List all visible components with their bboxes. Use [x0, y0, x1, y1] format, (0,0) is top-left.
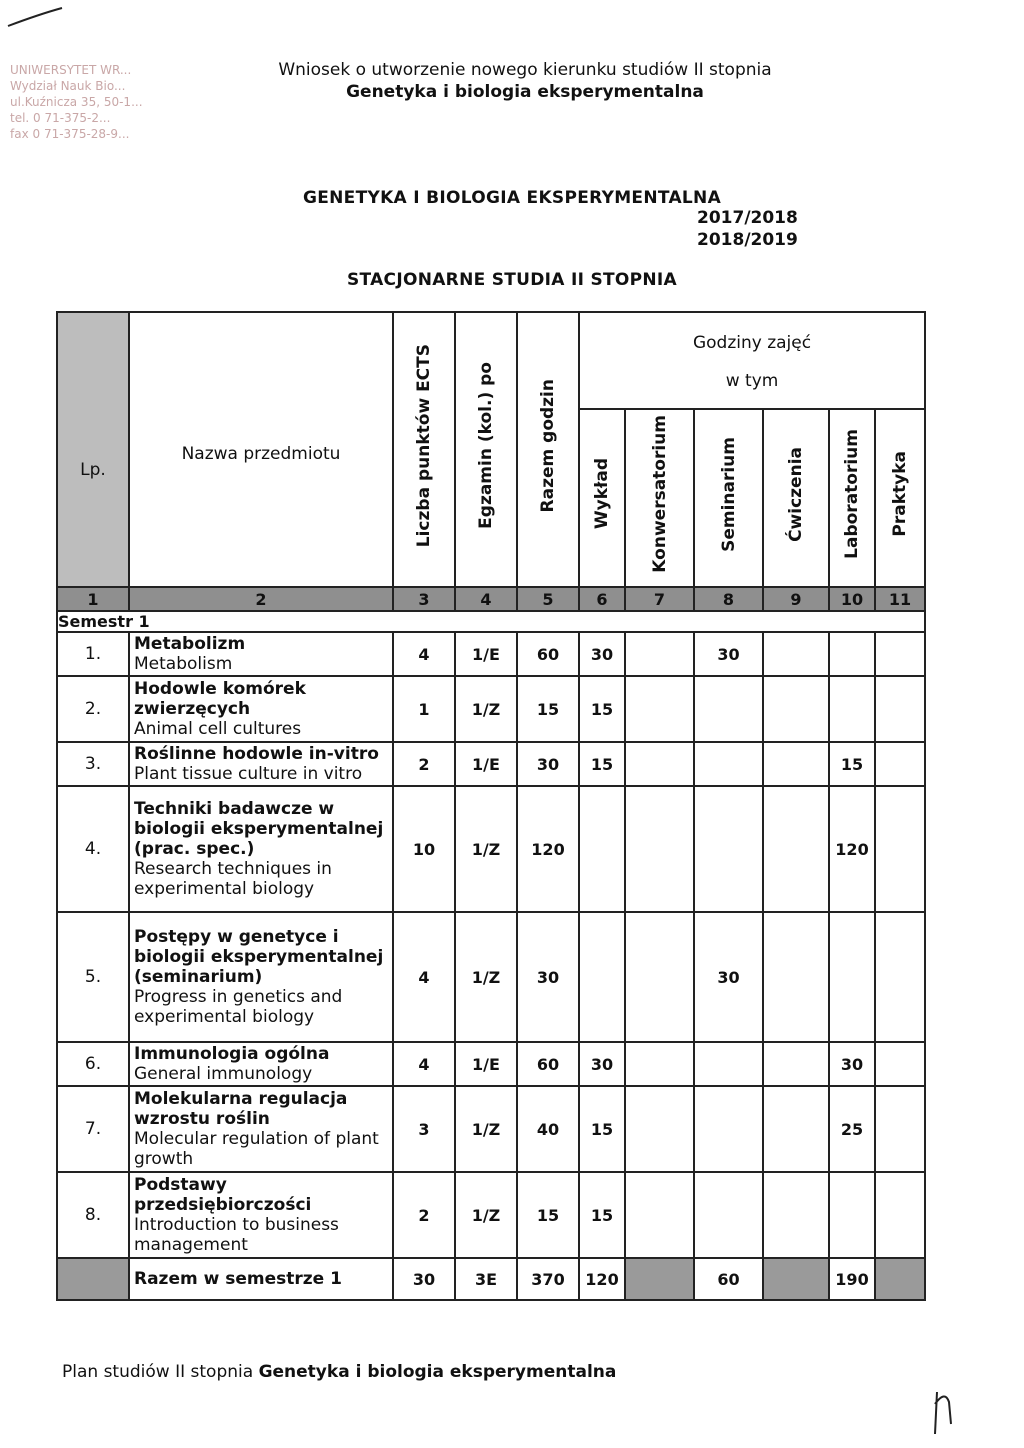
column-number: 3	[393, 587, 455, 611]
column-number: 11	[875, 587, 925, 611]
summary-sem: 60	[694, 1258, 763, 1300]
total-hours-cell: 30	[517, 912, 579, 1042]
conversatory-cell	[625, 1172, 694, 1258]
subject-name-pl: Immunologia ogólna	[134, 1044, 330, 1064]
column-number: 7	[625, 587, 694, 611]
col-header-seminar-label: Seminarium	[718, 436, 739, 552]
col-header-exam-label: Egzamin (kol.) po	[476, 362, 496, 529]
ects-cell: 3	[393, 1086, 455, 1172]
subject-cell	[129, 1042, 393, 1086]
col-header-total-label: Razem godzin	[538, 378, 558, 513]
table-row	[57, 786, 925, 912]
ects-cell: 2	[393, 1172, 455, 1258]
column-number: 8	[694, 587, 763, 611]
exercises-cell	[763, 1086, 829, 1172]
conversatory-cell	[625, 1042, 694, 1086]
col-header-laboratory-label: Laboratorium	[842, 429, 862, 559]
summary-ects: 30	[393, 1258, 455, 1300]
subject-name-en: Metabolism	[134, 654, 233, 674]
conversatory-cell	[625, 912, 694, 1042]
col-header-hours	[579, 312, 925, 409]
semester-label: Semestr 1	[57, 611, 925, 632]
practice-cell	[875, 1172, 925, 1258]
summary-lecture: 120	[579, 1258, 625, 1300]
practice-cell	[875, 912, 925, 1042]
seminar-cell	[694, 742, 763, 786]
page-subtitle: STACJONARNE STUDIA II STOPNIA	[346, 270, 678, 290]
laboratory-cell	[829, 676, 875, 742]
conversatory-cell	[625, 786, 694, 912]
subject-name-en: Progress in genetics and experimental biology	[134, 987, 343, 1027]
subject-name-en: Plant tissue culture in vitro	[134, 764, 363, 784]
lecture-cell	[579, 912, 625, 1042]
column-number: 5	[517, 587, 579, 611]
lecture-cell	[579, 786, 625, 912]
header-line-2: Genetyka i biologia eksperymentalna	[346, 82, 704, 102]
conversatory-cell	[625, 632, 694, 676]
conversatory-cell	[625, 742, 694, 786]
column-number: 10	[829, 587, 875, 611]
hours-label: Godziny zajęć	[692, 333, 812, 353]
total-hours-cell: 60	[517, 632, 579, 676]
exam-cell: 1/E	[455, 1042, 517, 1086]
subject-name-pl: Techniki badawcze w biologii eksperymentalnej (prac. spec.)	[134, 799, 384, 859]
exercises-cell	[763, 786, 829, 912]
column-number: 4	[455, 587, 517, 611]
seminar-cell	[694, 1086, 763, 1172]
col-header-exercises-label: Ćwiczenia	[786, 446, 806, 542]
summary-total: 370	[517, 1258, 579, 1300]
conversatory-cell	[625, 1086, 694, 1172]
summary-row	[57, 1258, 925, 1300]
col-header-practice	[875, 409, 925, 587]
total-hours-cell: 30	[517, 742, 579, 786]
col-header-conversatory	[625, 409, 694, 587]
table-row	[57, 1086, 925, 1172]
lecture-cell: 15	[579, 742, 625, 786]
exercises-cell	[763, 1042, 829, 1086]
exam-cell: 1/Z	[455, 786, 517, 912]
laboratory-cell: 120	[829, 786, 875, 912]
laboratory-cell: 25	[829, 1086, 875, 1172]
exam-cell: 1/Z	[455, 1086, 517, 1172]
col-header-laboratory	[829, 409, 875, 587]
exam-cell: 1/E	[455, 742, 517, 786]
table-row	[57, 1042, 925, 1086]
col-header-exercises	[763, 409, 829, 587]
exercises-cell	[763, 632, 829, 676]
ects-cell: 4	[393, 1042, 455, 1086]
footer	[62, 1362, 616, 1382]
lecture-cell: 15	[579, 1172, 625, 1258]
col-header-ects-label: Liczba punktów ECTS	[414, 343, 434, 548]
practice-cell	[875, 632, 925, 676]
summary-conv	[625, 1258, 694, 1300]
col-header-lp	[57, 312, 129, 587]
academic-year: 2017/2018	[697, 208, 798, 228]
practice-cell	[875, 742, 925, 786]
exam-cell: 1/Z	[455, 676, 517, 742]
col-header-lecture	[579, 409, 625, 587]
subject-name-en: Molecular regulation of plant growth	[134, 1129, 379, 1169]
lecture-cell: 30	[579, 1042, 625, 1086]
seminar-cell	[694, 676, 763, 742]
table-row	[57, 742, 925, 786]
subject-cell	[129, 632, 393, 676]
col-header-ects	[393, 312, 455, 587]
summary-prac	[875, 1258, 925, 1300]
row-number: 8.	[57, 1172, 129, 1258]
laboratory-cell	[829, 912, 875, 1042]
exercises-cell	[763, 912, 829, 1042]
row-number: 5.	[57, 912, 129, 1042]
subject-name-pl: Molekularna regulacja wzrostu roślin	[134, 1089, 348, 1129]
exam-cell: 1/E	[455, 632, 517, 676]
subject-cell	[129, 912, 393, 1042]
subject-cell	[129, 676, 393, 742]
col-header-practice-label: Praktyka	[890, 451, 911, 537]
exercises-cell	[763, 742, 829, 786]
subject-name-pl: Postępy w genetyce i biologii eksperymentalnej (seminarium)	[134, 927, 384, 987]
laboratory-cell	[829, 632, 875, 676]
exercises-cell	[763, 676, 829, 742]
subject-name-pl: Metabolizm	[134, 634, 246, 654]
subject-name-pl: Hodowle komórek zwierzęcych	[134, 679, 306, 719]
col-header-seminar	[694, 409, 763, 587]
ects-cell: 2	[393, 742, 455, 786]
col-header-lp-label: Lp.	[80, 459, 106, 480]
ects-cell: 4	[393, 912, 455, 1042]
col-header-name	[129, 312, 393, 587]
ects-cell: 4	[393, 632, 455, 676]
seminar-cell	[694, 1172, 763, 1258]
summary-lab: 190	[829, 1258, 875, 1300]
lecture-cell: 30	[579, 632, 625, 676]
summary-lp-cell	[57, 1258, 129, 1300]
row-number: 4.	[57, 786, 129, 912]
stamp-line: UNIWERSYTET WR...	[10, 63, 132, 77]
lecture-cell: 15	[579, 1086, 625, 1172]
summary-exam: 3E	[455, 1258, 517, 1300]
column-number: 9	[763, 587, 829, 611]
subject-name-pl: Podstawy przedsiębiorczości	[134, 1175, 312, 1215]
subject-name-en: Research techniques in experimental biology	[134, 859, 332, 899]
practice-cell	[875, 1042, 925, 1086]
col-header-lecture-label: Wykład	[592, 458, 612, 530]
subject-name-en: Introduction to business management	[134, 1215, 339, 1255]
stamp-line: fax 0 71-375-28-9...	[10, 127, 130, 141]
subject-name-pl: Roślinne hodowle in-vitro	[134, 744, 379, 764]
stamp-line: ul.Kuźnicza 35, 50-1...	[10, 95, 143, 109]
column-number: 6	[579, 587, 625, 611]
study-plan-table	[56, 311, 926, 1301]
footer-prefix: Plan studiów II stopnia	[62, 1362, 259, 1382]
laboratory-cell	[829, 1172, 875, 1258]
seminar-cell: 30	[694, 912, 763, 1042]
laboratory-cell: 30	[829, 1042, 875, 1086]
table-body	[57, 632, 925, 1258]
row-number: 3.	[57, 742, 129, 786]
row-number: 2.	[57, 676, 129, 742]
subject-name-en: Animal cell cultures	[134, 719, 302, 739]
total-hours-cell: 60	[517, 1042, 579, 1086]
subject-cell	[129, 1086, 393, 1172]
subject-name-en: General immunology	[134, 1064, 313, 1084]
stamp-line: Wydział Nauk Bio...	[10, 79, 126, 93]
exercises-cell	[763, 1172, 829, 1258]
seminar-cell	[694, 786, 763, 912]
ects-cell: 1	[393, 676, 455, 742]
subject-cell	[129, 786, 393, 912]
exam-cell: 1/Z	[455, 912, 517, 1042]
pen-mark	[0, 0, 90, 30]
table-row	[57, 632, 925, 676]
table-row	[57, 676, 925, 742]
col-header-exam	[455, 312, 517, 587]
laboratory-cell: 15	[829, 742, 875, 786]
col-header-total	[517, 312, 579, 587]
row-number: 1.	[57, 632, 129, 676]
conversatory-cell	[625, 676, 694, 742]
ects-cell: 10	[393, 786, 455, 912]
column-number-row	[57, 587, 925, 611]
seminar-cell: 30	[694, 632, 763, 676]
table-row	[57, 912, 925, 1042]
col-header-name-label: Nazwa przedmiotu	[181, 443, 341, 464]
total-hours-cell: 15	[517, 676, 579, 742]
column-number: 2	[129, 587, 393, 611]
semester-row	[57, 611, 925, 632]
subject-cell	[129, 1172, 393, 1258]
total-hours-cell: 40	[517, 1086, 579, 1172]
subject-cell	[129, 742, 393, 786]
col-header-conversatory-label: Konwersatorium	[649, 415, 670, 573]
page-title: GENETYKA I BIOLOGIA EKSPERYMENTALNA	[302, 188, 722, 208]
total-hours-cell: 120	[517, 786, 579, 912]
header-line-1: Wniosek o utworzenie nowego kierunku studiów II stopnia	[278, 60, 772, 80]
handwritten-page-number	[925, 1380, 965, 1440]
table-row	[57, 1172, 925, 1258]
exam-cell: 1/Z	[455, 1172, 517, 1258]
stamp-line: tel. 0 71-375-2...	[10, 111, 111, 125]
summary-ex	[763, 1258, 829, 1300]
of-which-label: w tym	[725, 371, 779, 391]
footer-program: Genetyka i biologia eksperymentalna	[258, 1362, 617, 1382]
lecture-cell: 15	[579, 676, 625, 742]
academic-year: 2018/2019	[697, 230, 798, 250]
practice-cell	[875, 786, 925, 912]
row-number: 7.	[57, 1086, 129, 1172]
row-number: 6.	[57, 1042, 129, 1086]
total-hours-cell: 15	[517, 1172, 579, 1258]
seminar-cell	[694, 1042, 763, 1086]
practice-cell	[875, 676, 925, 742]
column-number: 1	[57, 587, 129, 611]
practice-cell	[875, 1086, 925, 1172]
summary-label: Razem w semestrze 1	[129, 1258, 393, 1300]
